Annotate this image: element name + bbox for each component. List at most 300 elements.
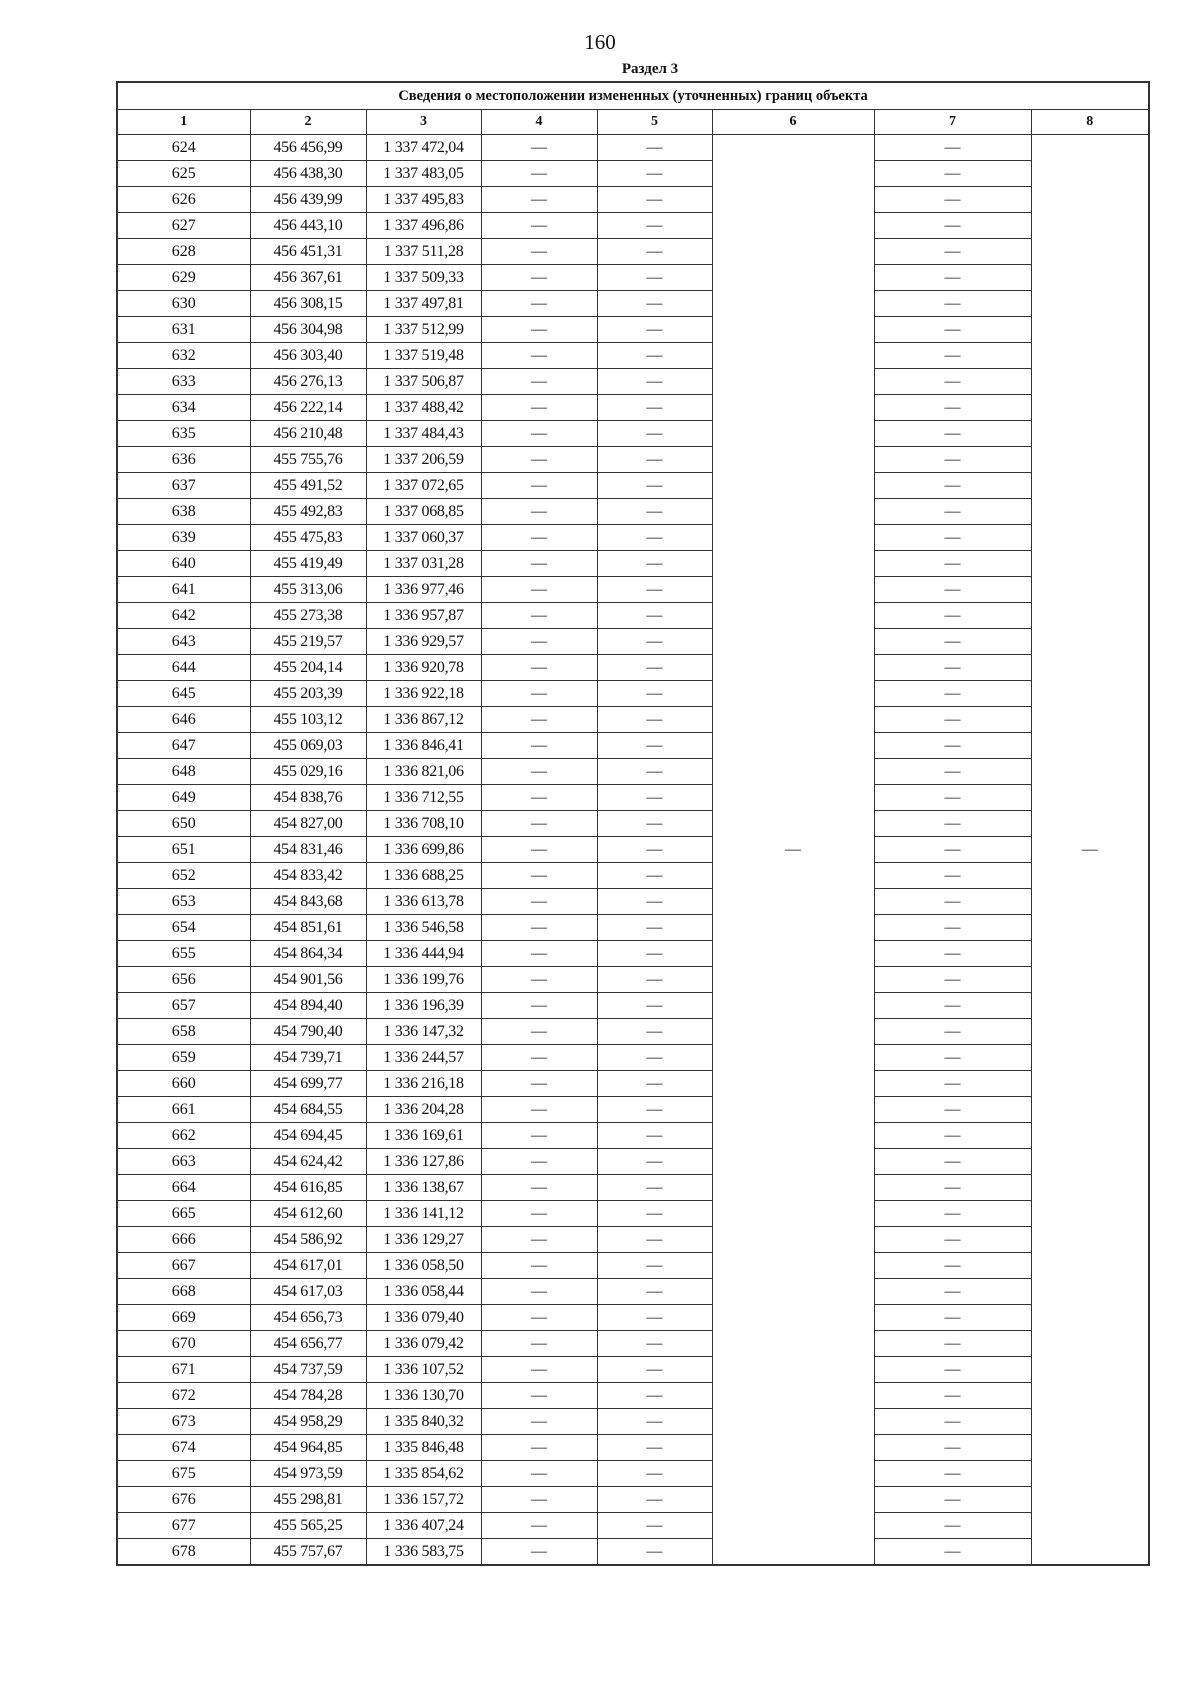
col5-cell: — xyxy=(597,1253,712,1279)
col4-cell: — xyxy=(481,941,597,967)
column-header-1: 1 xyxy=(117,110,250,135)
point-number-cell: 629 xyxy=(117,265,250,291)
col5-cell: — xyxy=(597,291,712,317)
y-coordinate-cell: 1 336 613,78 xyxy=(366,889,481,915)
col5-cell: — xyxy=(597,1461,712,1487)
table-row xyxy=(117,525,1149,551)
col5-cell: — xyxy=(597,1487,712,1513)
col4-cell: — xyxy=(481,837,597,863)
y-coordinate-cell: 1 337 488,42 xyxy=(366,395,481,421)
y-coordinate-cell: 1 336 157,72 xyxy=(366,1487,481,1513)
col7-cell: — xyxy=(874,1227,1031,1253)
col5-cell: — xyxy=(597,499,712,525)
col4-cell: — xyxy=(481,1045,597,1071)
y-coordinate-cell: 1 336 199,76 xyxy=(366,967,481,993)
point-number-cell: 659 xyxy=(117,1045,250,1071)
table-body xyxy=(117,135,1149,1566)
table-row xyxy=(117,1409,1149,1435)
col5-cell: — xyxy=(597,1539,712,1566)
col4-cell: — xyxy=(481,473,597,499)
point-number-cell: 653 xyxy=(117,889,250,915)
col4-cell: — xyxy=(481,343,597,369)
col5-cell: — xyxy=(597,707,712,733)
point-number-cell: 658 xyxy=(117,1019,250,1045)
table-row xyxy=(117,447,1149,473)
table-row xyxy=(117,655,1149,681)
col5-cell: — xyxy=(597,239,712,265)
x-coordinate-cell: 456 438,30 xyxy=(250,161,366,187)
x-coordinate-cell: 455 757,67 xyxy=(250,1539,366,1566)
point-number-cell: 632 xyxy=(117,343,250,369)
x-coordinate-cell: 454 864,34 xyxy=(250,941,366,967)
col7-cell: — xyxy=(874,1461,1031,1487)
col4-cell: — xyxy=(481,785,597,811)
point-number-cell: 673 xyxy=(117,1409,250,1435)
table-row xyxy=(117,993,1149,1019)
col7-cell: — xyxy=(874,1071,1031,1097)
table-row xyxy=(117,733,1149,759)
point-number-cell: 639 xyxy=(117,525,250,551)
col4-cell: — xyxy=(481,915,597,941)
table-row xyxy=(117,1539,1149,1566)
col4-cell: — xyxy=(481,577,597,603)
col4-cell: — xyxy=(481,525,597,551)
col5-cell: — xyxy=(597,1175,712,1201)
y-coordinate-cell: 1 336 977,46 xyxy=(366,577,481,603)
y-coordinate-cell: 1 337 519,48 xyxy=(366,343,481,369)
col7-cell: — xyxy=(874,655,1031,681)
point-number-cell: 663 xyxy=(117,1149,250,1175)
x-coordinate-cell: 455 313,06 xyxy=(250,577,366,603)
y-coordinate-cell: 1 337 484,43 xyxy=(366,421,481,447)
x-coordinate-cell: 456 303,40 xyxy=(250,343,366,369)
column-header-7: 7 xyxy=(874,110,1031,135)
point-number-cell: 649 xyxy=(117,785,250,811)
y-coordinate-cell: 1 336 444,94 xyxy=(366,941,481,967)
col7-cell: — xyxy=(874,837,1031,863)
col4-cell: — xyxy=(481,1305,597,1331)
x-coordinate-cell: 455 029,16 xyxy=(250,759,366,785)
table-row xyxy=(117,811,1149,837)
col4-cell: — xyxy=(481,811,597,837)
x-coordinate-cell: 455 475,83 xyxy=(250,525,366,551)
y-coordinate-cell: 1 336 699,86 xyxy=(366,837,481,863)
x-coordinate-cell: 454 624,42 xyxy=(250,1149,366,1175)
y-coordinate-cell: 1 336 546,58 xyxy=(366,915,481,941)
y-coordinate-cell: 1 337 512,99 xyxy=(366,317,481,343)
col5-cell: — xyxy=(597,1149,712,1175)
point-number-cell: 657 xyxy=(117,993,250,1019)
table-row xyxy=(117,1331,1149,1357)
col4-cell: — xyxy=(481,499,597,525)
x-coordinate-cell: 454 699,77 xyxy=(250,1071,366,1097)
table-row xyxy=(117,1019,1149,1045)
col5-cell: — xyxy=(597,369,712,395)
col4-cell: — xyxy=(481,733,597,759)
x-coordinate-cell: 454 827,00 xyxy=(250,811,366,837)
x-coordinate-cell: 456 304,98 xyxy=(250,317,366,343)
x-coordinate-cell: 455 069,03 xyxy=(250,733,366,759)
x-coordinate-cell: 455 203,39 xyxy=(250,681,366,707)
y-coordinate-cell: 1 337 472,04 xyxy=(366,135,481,161)
col7-cell: — xyxy=(874,187,1031,213)
x-coordinate-cell: 454 784,28 xyxy=(250,1383,366,1409)
y-coordinate-cell: 1 336 867,12 xyxy=(366,707,481,733)
col7-cell: — xyxy=(874,265,1031,291)
col4-cell: — xyxy=(481,161,597,187)
col7-cell: — xyxy=(874,733,1031,759)
point-number-cell: 662 xyxy=(117,1123,250,1149)
col7-cell: — xyxy=(874,941,1031,967)
point-number-cell: 652 xyxy=(117,863,250,889)
table-row xyxy=(117,1149,1149,1175)
point-number-cell: 664 xyxy=(117,1175,250,1201)
col4-cell: — xyxy=(481,369,597,395)
table-row xyxy=(117,239,1149,265)
x-coordinate-cell: 454 838,76 xyxy=(250,785,366,811)
x-coordinate-cell: 454 684,55 xyxy=(250,1097,366,1123)
point-number-cell: 667 xyxy=(117,1253,250,1279)
table-row xyxy=(117,187,1149,213)
col4-cell: — xyxy=(481,889,597,915)
x-coordinate-cell: 456 439,99 xyxy=(250,187,366,213)
col5-cell: — xyxy=(597,967,712,993)
point-number-cell: 637 xyxy=(117,473,250,499)
col7-cell: — xyxy=(874,1019,1031,1045)
x-coordinate-cell: 455 273,38 xyxy=(250,603,366,629)
col5-cell: — xyxy=(597,1305,712,1331)
col4-cell: — xyxy=(481,1513,597,1539)
col5-cell: — xyxy=(597,187,712,213)
col7-cell: — xyxy=(874,1201,1031,1227)
x-coordinate-cell: 454 851,61 xyxy=(250,915,366,941)
table-row xyxy=(117,629,1149,655)
col5-cell: — xyxy=(597,1123,712,1149)
point-number-cell: 648 xyxy=(117,759,250,785)
col7-cell: — xyxy=(874,759,1031,785)
table-row xyxy=(117,1487,1149,1513)
x-coordinate-cell: 456 210,48 xyxy=(250,421,366,447)
table-row xyxy=(117,941,1149,967)
point-number-cell: 669 xyxy=(117,1305,250,1331)
col7-cell: — xyxy=(874,551,1031,577)
col4-cell: — xyxy=(481,1071,597,1097)
x-coordinate-cell: 454 739,71 xyxy=(250,1045,366,1071)
point-number-cell: 633 xyxy=(117,369,250,395)
point-number-cell: 672 xyxy=(117,1383,250,1409)
point-number-cell: 630 xyxy=(117,291,250,317)
col4-cell: — xyxy=(481,967,597,993)
y-coordinate-cell: 1 336 712,55 xyxy=(366,785,481,811)
col7-cell: — xyxy=(874,863,1031,889)
point-number-cell: 674 xyxy=(117,1435,250,1461)
y-coordinate-cell: 1 336 129,27 xyxy=(366,1227,481,1253)
table-row xyxy=(117,863,1149,889)
col5-cell: — xyxy=(597,1045,712,1071)
y-coordinate-cell: 1 336 058,50 xyxy=(366,1253,481,1279)
table-row xyxy=(117,603,1149,629)
point-number-cell: 627 xyxy=(117,213,250,239)
col4-cell: — xyxy=(481,1253,597,1279)
x-coordinate-cell: 454 617,03 xyxy=(250,1279,366,1305)
col4-cell: — xyxy=(481,629,597,655)
y-coordinate-cell: 1 337 483,05 xyxy=(366,161,481,187)
point-number-cell: 655 xyxy=(117,941,250,967)
point-number-cell: 642 xyxy=(117,603,250,629)
table-row xyxy=(117,395,1149,421)
point-number-cell: 631 xyxy=(117,317,250,343)
col5-cell: — xyxy=(597,447,712,473)
col7-cell: — xyxy=(874,915,1031,941)
table-row xyxy=(117,967,1149,993)
point-number-cell: 651 xyxy=(117,837,250,863)
col7-cell: — xyxy=(874,1383,1031,1409)
table-row xyxy=(117,291,1149,317)
col7-cell: — xyxy=(874,1279,1031,1305)
col5-cell: — xyxy=(597,681,712,707)
table-row xyxy=(117,759,1149,785)
x-coordinate-cell: 454 901,56 xyxy=(250,967,366,993)
point-number-cell: 654 xyxy=(117,915,250,941)
col4-cell: — xyxy=(481,1383,597,1409)
col5-cell: — xyxy=(597,551,712,577)
table-row xyxy=(117,577,1149,603)
col4-cell: — xyxy=(481,1461,597,1487)
x-coordinate-cell: 454 843,68 xyxy=(250,889,366,915)
x-coordinate-cell: 455 419,49 xyxy=(250,551,366,577)
table-row xyxy=(117,135,1149,161)
table-row xyxy=(117,707,1149,733)
x-coordinate-cell: 456 308,15 xyxy=(250,291,366,317)
col4-cell: — xyxy=(481,1357,597,1383)
table-row xyxy=(117,265,1149,291)
point-number-cell: 638 xyxy=(117,499,250,525)
y-coordinate-cell: 1 336 204,28 xyxy=(366,1097,481,1123)
table-row xyxy=(117,915,1149,941)
col7-cell: — xyxy=(874,1123,1031,1149)
table-row xyxy=(117,317,1149,343)
x-coordinate-cell: 455 755,76 xyxy=(250,447,366,473)
col7-cell: — xyxy=(874,421,1031,447)
x-coordinate-cell: 454 790,40 xyxy=(250,1019,366,1045)
col5-cell: — xyxy=(597,941,712,967)
x-coordinate-cell: 455 298,81 xyxy=(250,1487,366,1513)
table-row xyxy=(117,213,1149,239)
col4-cell: — xyxy=(481,421,597,447)
col7-cell: — xyxy=(874,161,1031,187)
col5-cell: — xyxy=(597,395,712,421)
col7-cell: — xyxy=(874,135,1031,161)
col5-cell: — xyxy=(597,265,712,291)
table-row xyxy=(117,343,1149,369)
y-coordinate-cell: 1 337 072,65 xyxy=(366,473,481,499)
point-number-cell: 645 xyxy=(117,681,250,707)
y-coordinate-cell: 1 337 060,37 xyxy=(366,525,481,551)
y-coordinate-cell: 1 336 583,75 xyxy=(366,1539,481,1566)
table-caption: Сведения о местоположении измененных (уточненных) границ объекта xyxy=(117,82,1149,110)
point-number-cell: 641 xyxy=(117,577,250,603)
col7-cell: — xyxy=(874,239,1031,265)
table-row xyxy=(117,1305,1149,1331)
y-coordinate-cell: 1 336 079,42 xyxy=(366,1331,481,1357)
table-row xyxy=(117,1045,1149,1071)
y-coordinate-cell: 1 336 407,24 xyxy=(366,1513,481,1539)
col4-cell: — xyxy=(481,447,597,473)
col7-cell: — xyxy=(874,1409,1031,1435)
col7-cell: — xyxy=(874,1435,1031,1461)
y-coordinate-cell: 1 336 169,61 xyxy=(366,1123,481,1149)
col5-cell: — xyxy=(597,837,712,863)
col4-cell: — xyxy=(481,239,597,265)
boundary-coordinates-table xyxy=(116,81,1150,1566)
col5-cell: — xyxy=(597,1331,712,1357)
col7-cell: — xyxy=(874,577,1031,603)
col7-cell: — xyxy=(874,343,1031,369)
x-coordinate-cell: 456 456,99 xyxy=(250,135,366,161)
table-row xyxy=(117,369,1149,395)
x-coordinate-cell: 455 204,14 xyxy=(250,655,366,681)
table-row xyxy=(117,1357,1149,1383)
y-coordinate-cell: 1 337 031,28 xyxy=(366,551,481,577)
point-number-cell: 668 xyxy=(117,1279,250,1305)
col7-cell: — xyxy=(874,1357,1031,1383)
col4-cell: — xyxy=(481,1539,597,1566)
point-number-cell: 656 xyxy=(117,967,250,993)
col5-cell: — xyxy=(597,785,712,811)
table-row xyxy=(117,837,1149,863)
col7-cell: — xyxy=(874,213,1031,239)
x-coordinate-cell: 455 492,83 xyxy=(250,499,366,525)
point-number-cell: 671 xyxy=(117,1357,250,1383)
col5-cell: — xyxy=(597,1019,712,1045)
col4-cell: — xyxy=(481,551,597,577)
table-row xyxy=(117,1071,1149,1097)
col6-merged-cell: — xyxy=(712,135,874,1566)
x-coordinate-cell: 454 694,45 xyxy=(250,1123,366,1149)
point-number-cell: 646 xyxy=(117,707,250,733)
y-coordinate-cell: 1 336 196,39 xyxy=(366,993,481,1019)
x-coordinate-cell: 454 831,46 xyxy=(250,837,366,863)
x-coordinate-cell: 454 612,60 xyxy=(250,1201,366,1227)
point-number-cell: 666 xyxy=(117,1227,250,1253)
table-row xyxy=(117,785,1149,811)
x-coordinate-cell: 455 565,25 xyxy=(250,1513,366,1539)
table-row xyxy=(117,161,1149,187)
col5-cell: — xyxy=(597,889,712,915)
col7-cell: — xyxy=(874,1253,1031,1279)
y-coordinate-cell: 1 337 068,85 xyxy=(366,499,481,525)
point-number-cell: 676 xyxy=(117,1487,250,1513)
column-header-8: 8 xyxy=(1031,110,1149,135)
y-coordinate-cell: 1 336 688,25 xyxy=(366,863,481,889)
x-coordinate-cell: 456 443,10 xyxy=(250,213,366,239)
col5-cell: — xyxy=(597,1383,712,1409)
y-coordinate-cell: 1 337 496,86 xyxy=(366,213,481,239)
table-row xyxy=(117,1253,1149,1279)
x-coordinate-cell: 454 833,42 xyxy=(250,863,366,889)
point-number-cell: 635 xyxy=(117,421,250,447)
table-row xyxy=(117,1097,1149,1123)
x-coordinate-cell: 456 222,14 xyxy=(250,395,366,421)
col7-cell: — xyxy=(874,1539,1031,1566)
col7-cell: — xyxy=(874,447,1031,473)
x-coordinate-cell: 454 894,40 xyxy=(250,993,366,1019)
y-coordinate-cell: 1 337 206,59 xyxy=(366,447,481,473)
col7-cell: — xyxy=(874,1045,1031,1071)
col7-cell: — xyxy=(874,811,1031,837)
y-coordinate-cell: 1 336 107,52 xyxy=(366,1357,481,1383)
boundary-table-container xyxy=(116,81,1148,1566)
col7-cell: — xyxy=(874,1175,1031,1201)
col4-cell: — xyxy=(481,759,597,785)
x-coordinate-cell: 454 737,59 xyxy=(250,1357,366,1383)
x-coordinate-cell: 456 451,31 xyxy=(250,239,366,265)
col4-cell: — xyxy=(481,1149,597,1175)
col4-cell: — xyxy=(481,993,597,1019)
col5-cell: — xyxy=(597,655,712,681)
point-number-cell: 678 xyxy=(117,1539,250,1566)
x-coordinate-cell: 455 103,12 xyxy=(250,707,366,733)
col4-cell: — xyxy=(481,603,597,629)
col5-cell: — xyxy=(597,993,712,1019)
col7-cell: — xyxy=(874,1149,1031,1175)
point-number-cell: 640 xyxy=(117,551,250,577)
col5-cell: — xyxy=(597,135,712,161)
table-row xyxy=(117,889,1149,915)
col5-cell: — xyxy=(597,1071,712,1097)
x-coordinate-cell: 455 219,57 xyxy=(250,629,366,655)
col5-cell: — xyxy=(597,733,712,759)
x-coordinate-cell: 456 367,61 xyxy=(250,265,366,291)
col5-cell: — xyxy=(597,759,712,785)
x-coordinate-cell: 454 656,77 xyxy=(250,1331,366,1357)
col7-cell: — xyxy=(874,707,1031,733)
table-row xyxy=(117,681,1149,707)
column-header-3: 3 xyxy=(366,110,481,135)
y-coordinate-cell: 1 336 821,06 xyxy=(366,759,481,785)
col5-cell: — xyxy=(597,1097,712,1123)
col4-cell: — xyxy=(481,395,597,421)
y-coordinate-cell: 1 337 511,28 xyxy=(366,239,481,265)
page-number: 160 xyxy=(584,30,616,54)
y-coordinate-cell: 1 336 130,70 xyxy=(366,1383,481,1409)
col7-cell: — xyxy=(874,369,1031,395)
point-number-cell: 660 xyxy=(117,1071,250,1097)
y-coordinate-cell: 1 336 957,87 xyxy=(366,603,481,629)
column-header-5: 5 xyxy=(597,110,712,135)
y-coordinate-cell: 1 336 127,86 xyxy=(366,1149,481,1175)
y-coordinate-cell: 1 336 708,10 xyxy=(366,811,481,837)
col5-cell: — xyxy=(597,317,712,343)
x-coordinate-cell: 454 964,85 xyxy=(250,1435,366,1461)
col4-cell: — xyxy=(481,1019,597,1045)
table-row xyxy=(117,551,1149,577)
col5-cell: — xyxy=(597,1409,712,1435)
col4-cell: — xyxy=(481,1201,597,1227)
point-number-cell: 650 xyxy=(117,811,250,837)
col4-cell: — xyxy=(481,863,597,889)
point-number-cell: 644 xyxy=(117,655,250,681)
point-number-cell: 643 xyxy=(117,629,250,655)
point-number-cell: 665 xyxy=(117,1201,250,1227)
x-coordinate-cell: 455 491,52 xyxy=(250,473,366,499)
point-number-cell: 636 xyxy=(117,447,250,473)
col7-cell: — xyxy=(874,525,1031,551)
col4-cell: — xyxy=(481,1123,597,1149)
table-row xyxy=(117,1461,1149,1487)
x-coordinate-cell: 456 276,13 xyxy=(250,369,366,395)
col4-cell: — xyxy=(481,291,597,317)
